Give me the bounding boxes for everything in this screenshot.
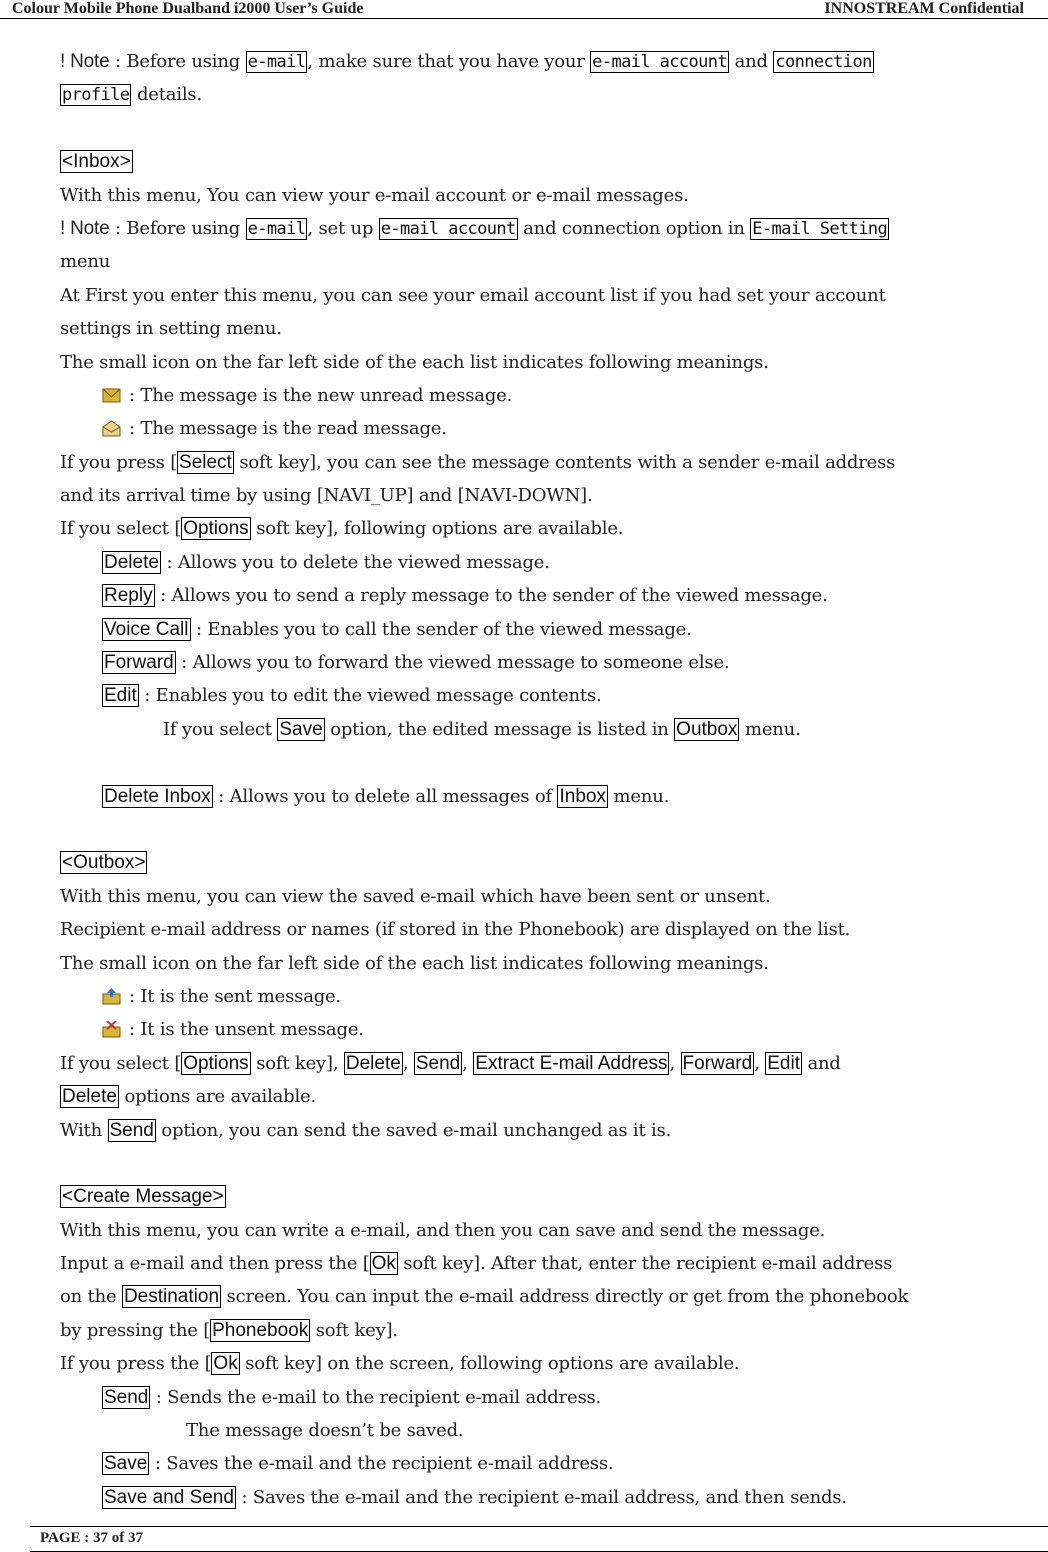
text: soft key]. After that, enter the recipient e-mail address — [397, 1253, 893, 1275]
section-heading: <Outbox> — [62, 852, 146, 874]
paragraph: Recipient e-mail address or names (if stored in the Phonebook) are displayed on the list. — [60, 919, 851, 941]
keyword-box: Phonebook — [212, 1319, 309, 1341]
option-item — [60, 679, 1035, 712]
text: : Saves the e-mail and the recipient e-mail address, and then sends. — [235, 1486, 847, 1508]
text: If you press the [ — [60, 1353, 212, 1375]
text: soft key], following options are available. — [250, 518, 624, 540]
text: : Before using — [109, 217, 246, 239]
text: screen. You can input the e-mail address directly or get from the phonebook — [221, 1286, 909, 1308]
keyword-box: Send — [104, 1386, 149, 1408]
legend-text: : It is the unsent message. — [129, 1019, 364, 1041]
keyword-box: Ok — [371, 1253, 396, 1275]
keyword-box: Extract E-mail Address — [475, 1052, 668, 1074]
paragraph — [60, 446, 1035, 479]
keyword-box: Ok — [213, 1353, 238, 1375]
option-item — [60, 546, 1035, 579]
text: soft key], — [250, 1052, 344, 1074]
option-item — [60, 1447, 1035, 1480]
paragraph: The small icon on the far left side of the each list indicates following meanings. — [60, 952, 769, 974]
text: soft key] on the screen, following options are available. — [239, 1353, 740, 1375]
section-heading: <Inbox> — [62, 151, 131, 173]
paragraph: The small icon on the far left side of the each list indicates following meanings. — [60, 351, 769, 373]
outbox-heading-line — [60, 846, 1035, 879]
text: : Allows you to forward the viewed message to someone else. — [175, 652, 730, 674]
keyword-box: Save — [279, 718, 323, 740]
option-subtext — [60, 713, 1035, 746]
text: and — [729, 51, 774, 72]
text: : Enables you to edit the viewed message contents. — [138, 685, 602, 707]
paragraph: With this menu, You can view your e-mail account or e-mail messages. — [60, 184, 689, 206]
text: : Allows you to send a reply message to the sender of the viewed message. — [154, 585, 828, 607]
text: : Saves the e-mail and the recipient e-mail address. — [149, 1453, 614, 1475]
keyword-box: Reply — [104, 585, 153, 607]
paragraph: At First you enter this menu, you can see your email account list if you had set your account — [60, 284, 886, 306]
keyword-box: Outbox — [676, 718, 738, 740]
paragraph — [60, 1280, 1035, 1313]
create-heading-line — [60, 1180, 1035, 1213]
text: option, you can send the saved e-mail unchanged as it is. — [155, 1119, 672, 1141]
page-header — [0, 0, 1048, 19]
legend-text: : The message is the read message. — [129, 418, 447, 440]
icon-legend-item — [60, 1013, 1035, 1046]
text: Input a e-mail and then press the [ — [60, 1253, 370, 1275]
keyword-box: Inbox — [559, 785, 606, 807]
text: If you press [ — [60, 451, 178, 473]
text: If you select [ — [60, 1052, 182, 1074]
text: If you select — [163, 718, 278, 740]
icon-legend-item — [60, 379, 1035, 412]
text: , — [462, 1052, 474, 1074]
text: , — [402, 1052, 414, 1074]
paragraph: With this menu, you can view the saved e-mail which have been sent or unsent. — [60, 885, 771, 907]
keyword-box: profile — [62, 85, 130, 106]
text: and connection option in — [517, 217, 751, 239]
keyword-box: Save and Send — [104, 1486, 234, 1508]
text: option, the edited message is listed in — [324, 718, 675, 740]
keyword-box: Edit — [767, 1052, 800, 1074]
text: With — [60, 1119, 108, 1141]
text: menu. — [607, 785, 670, 807]
option-subtext: The message doesn’t be saved. — [186, 1420, 464, 1442]
text: : Enables you to call the sender of the viewed message. — [190, 618, 692, 640]
text: , — [669, 1052, 681, 1074]
keyword-box: Forward — [682, 1052, 753, 1074]
keyword-box: Forward — [104, 652, 174, 674]
note-label: ! Note — [60, 51, 110, 72]
unread-mail-icon — [102, 387, 121, 404]
paragraph: With this menu, you can write a e-mail, and then you can save and send the message. — [60, 1219, 826, 1241]
text: by pressing the [ — [60, 1319, 211, 1341]
read-mail-icon — [102, 420, 121, 437]
keyword-box: Send — [109, 1119, 154, 1141]
document-title: Colour Mobile Phone Dualband i2000 User’s Guide — [12, 0, 364, 17]
note-line-2 — [60, 78, 1035, 111]
keyword-box: connection — [775, 52, 872, 72]
text: on the — [60, 1286, 122, 1308]
inbox-heading-line — [60, 145, 1035, 178]
page-number: PAGE : 37 of 37 — [40, 1530, 144, 1546]
keyword-box: E-mail Setting — [752, 218, 888, 239]
keyword-box: Edit — [104, 685, 137, 707]
sent-mail-icon — [102, 988, 121, 1005]
icon-legend-item — [60, 980, 1035, 1013]
option-item — [60, 646, 1035, 679]
paragraph — [60, 1080, 1035, 1113]
keyword-box: Voice Call — [104, 618, 189, 640]
keyword-box: Options — [183, 1052, 249, 1074]
text: and — [801, 1052, 841, 1074]
keyword-box: e-mail account — [592, 52, 728, 72]
option-item — [60, 1381, 1035, 1414]
text: soft key]. — [310, 1319, 398, 1341]
option-item — [60, 613, 1035, 646]
legend-text: : It is the sent message. — [129, 985, 342, 1007]
keyword-box: Destination — [123, 1286, 220, 1308]
paragraph — [60, 1347, 1035, 1380]
text: : Allows you to delete the viewed message. — [160, 551, 550, 573]
keyword-box: Options — [183, 518, 249, 540]
icon-legend-item — [60, 412, 1035, 445]
option-item — [60, 1481, 1035, 1514]
keyword-box: Delete — [104, 551, 159, 573]
paragraph — [60, 1314, 1035, 1347]
keyword-box: Send — [415, 1052, 461, 1074]
text: : Before using — [109, 51, 246, 72]
page-footer — [30, 1526, 1048, 1552]
section-heading: <Create Message> — [62, 1186, 224, 1208]
keyword-box: e-mail — [247, 218, 306, 239]
keyword-box: e-mail account — [380, 218, 516, 239]
note-label: ! Note — [60, 217, 110, 239]
keyword-box: Delete — [345, 1052, 401, 1074]
text: details. — [131, 84, 202, 106]
text: , set up — [307, 217, 379, 239]
keyword-box: Select — [179, 451, 232, 473]
text: options are available. — [118, 1086, 317, 1108]
keyword-box: Delete — [62, 1086, 117, 1108]
text: menu. — [739, 718, 801, 740]
paragraph — [60, 512, 1035, 545]
paragraph: and its arrival time by using [NAVI_UP] and [NAVI-DOWN]. — [60, 485, 593, 507]
keyword-box: e-mail — [247, 52, 306, 72]
keyword-box: Delete Inbox — [104, 785, 211, 807]
text: If you select [ — [60, 518, 182, 540]
unsent-mail-icon — [102, 1021, 121, 1038]
keyword-box: Save — [104, 1453, 148, 1475]
legend-text: : The message is the new unread message. — [129, 384, 513, 406]
note-line — [60, 45, 1035, 78]
confidential-label: INNOSTREAM Confidential — [824, 0, 1024, 17]
text: soft key], you can see the message contents with a sender e-mail address — [233, 451, 896, 473]
option-item — [60, 780, 1035, 813]
option-item — [60, 579, 1035, 612]
note-line — [60, 212, 1035, 245]
text: : Allows you to delete all messages of — [212, 785, 558, 807]
paragraph — [60, 1114, 1035, 1147]
paragraph: menu — [60, 251, 111, 273]
text: , make sure that you have your — [307, 51, 591, 72]
document-body — [60, 45, 1035, 1514]
paragraph — [60, 1047, 1035, 1080]
text: : Sends the e-mail to the recipient e-mail address. — [150, 1386, 602, 1408]
text: , — [754, 1052, 766, 1074]
paragraph: settings in setting menu. — [60, 318, 282, 340]
paragraph — [60, 1247, 1035, 1280]
